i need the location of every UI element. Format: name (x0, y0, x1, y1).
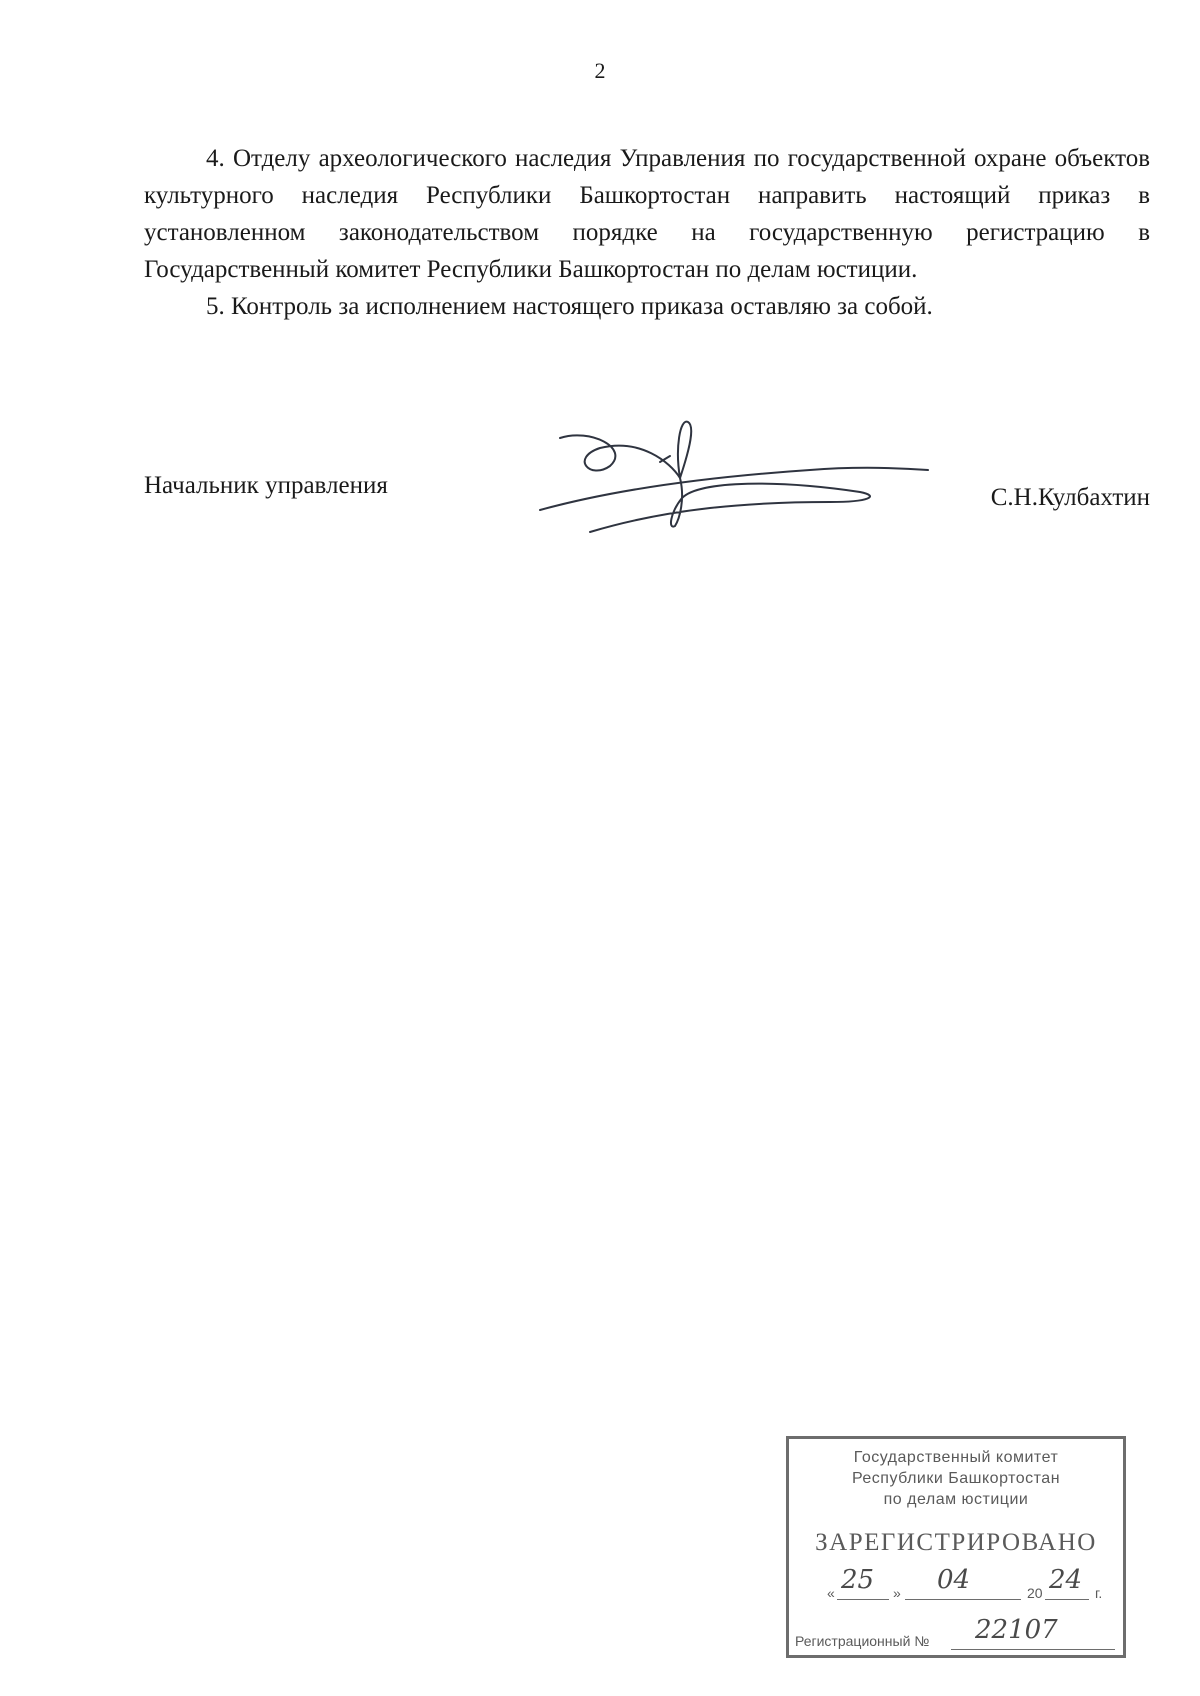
date-year-prefix: 20 (1027, 1585, 1043, 1601)
paragraph-5: 5. Контроль за исполнением настоящего приказа оставляю за собой. (206, 293, 933, 320)
stamp-org-line: Государственный комитет (853, 1449, 1059, 1466)
document-body (144, 140, 1150, 325)
date-month: 04 (937, 1565, 971, 1595)
date-open-quote: « (827, 1585, 835, 1601)
date-year-line (1045, 1599, 1089, 1600)
stamp-registration (795, 1615, 1121, 1653)
date-month-line (905, 1599, 1021, 1600)
date-day: 25 (841, 1565, 875, 1595)
stamp-org-line: Республики Башкортостан (851, 1470, 1061, 1487)
registration-label: Регистрационный № (795, 1633, 930, 1649)
registration-number: 22107 (975, 1615, 1058, 1645)
signatory-name: С.Н.Кулбахтин (990, 484, 1150, 511)
handwritten-signature (530, 418, 950, 548)
page-number: 2 (594, 58, 606, 83)
paragraph-4: 4. Отделу археологического наследия Управления по государственной охране объектов культурного наследия Республики Башкортостан направить настоящий приказ в установленном законодательством порядке на государственную регистрацию в Государственный комитет Республики Башкортостан по делам юстиции. (144, 145, 1150, 283)
registration-line (951, 1649, 1115, 1650)
registration-stamp (786, 1436, 1126, 1658)
date-day-line (837, 1599, 889, 1600)
stamp-status: ЗАРЕГИСТРИРОВАНО (815, 1529, 1097, 1556)
date-close-quote: » (893, 1585, 901, 1601)
date-year-unit: г. (1095, 1585, 1103, 1601)
signatory-position: Начальник управления (144, 472, 388, 499)
stamp-org-line: по делам юстиции (883, 1491, 1029, 1508)
stamp-date (827, 1565, 1117, 1605)
date-year: 24 (1049, 1565, 1083, 1595)
stamp-organization (789, 1447, 1123, 1510)
